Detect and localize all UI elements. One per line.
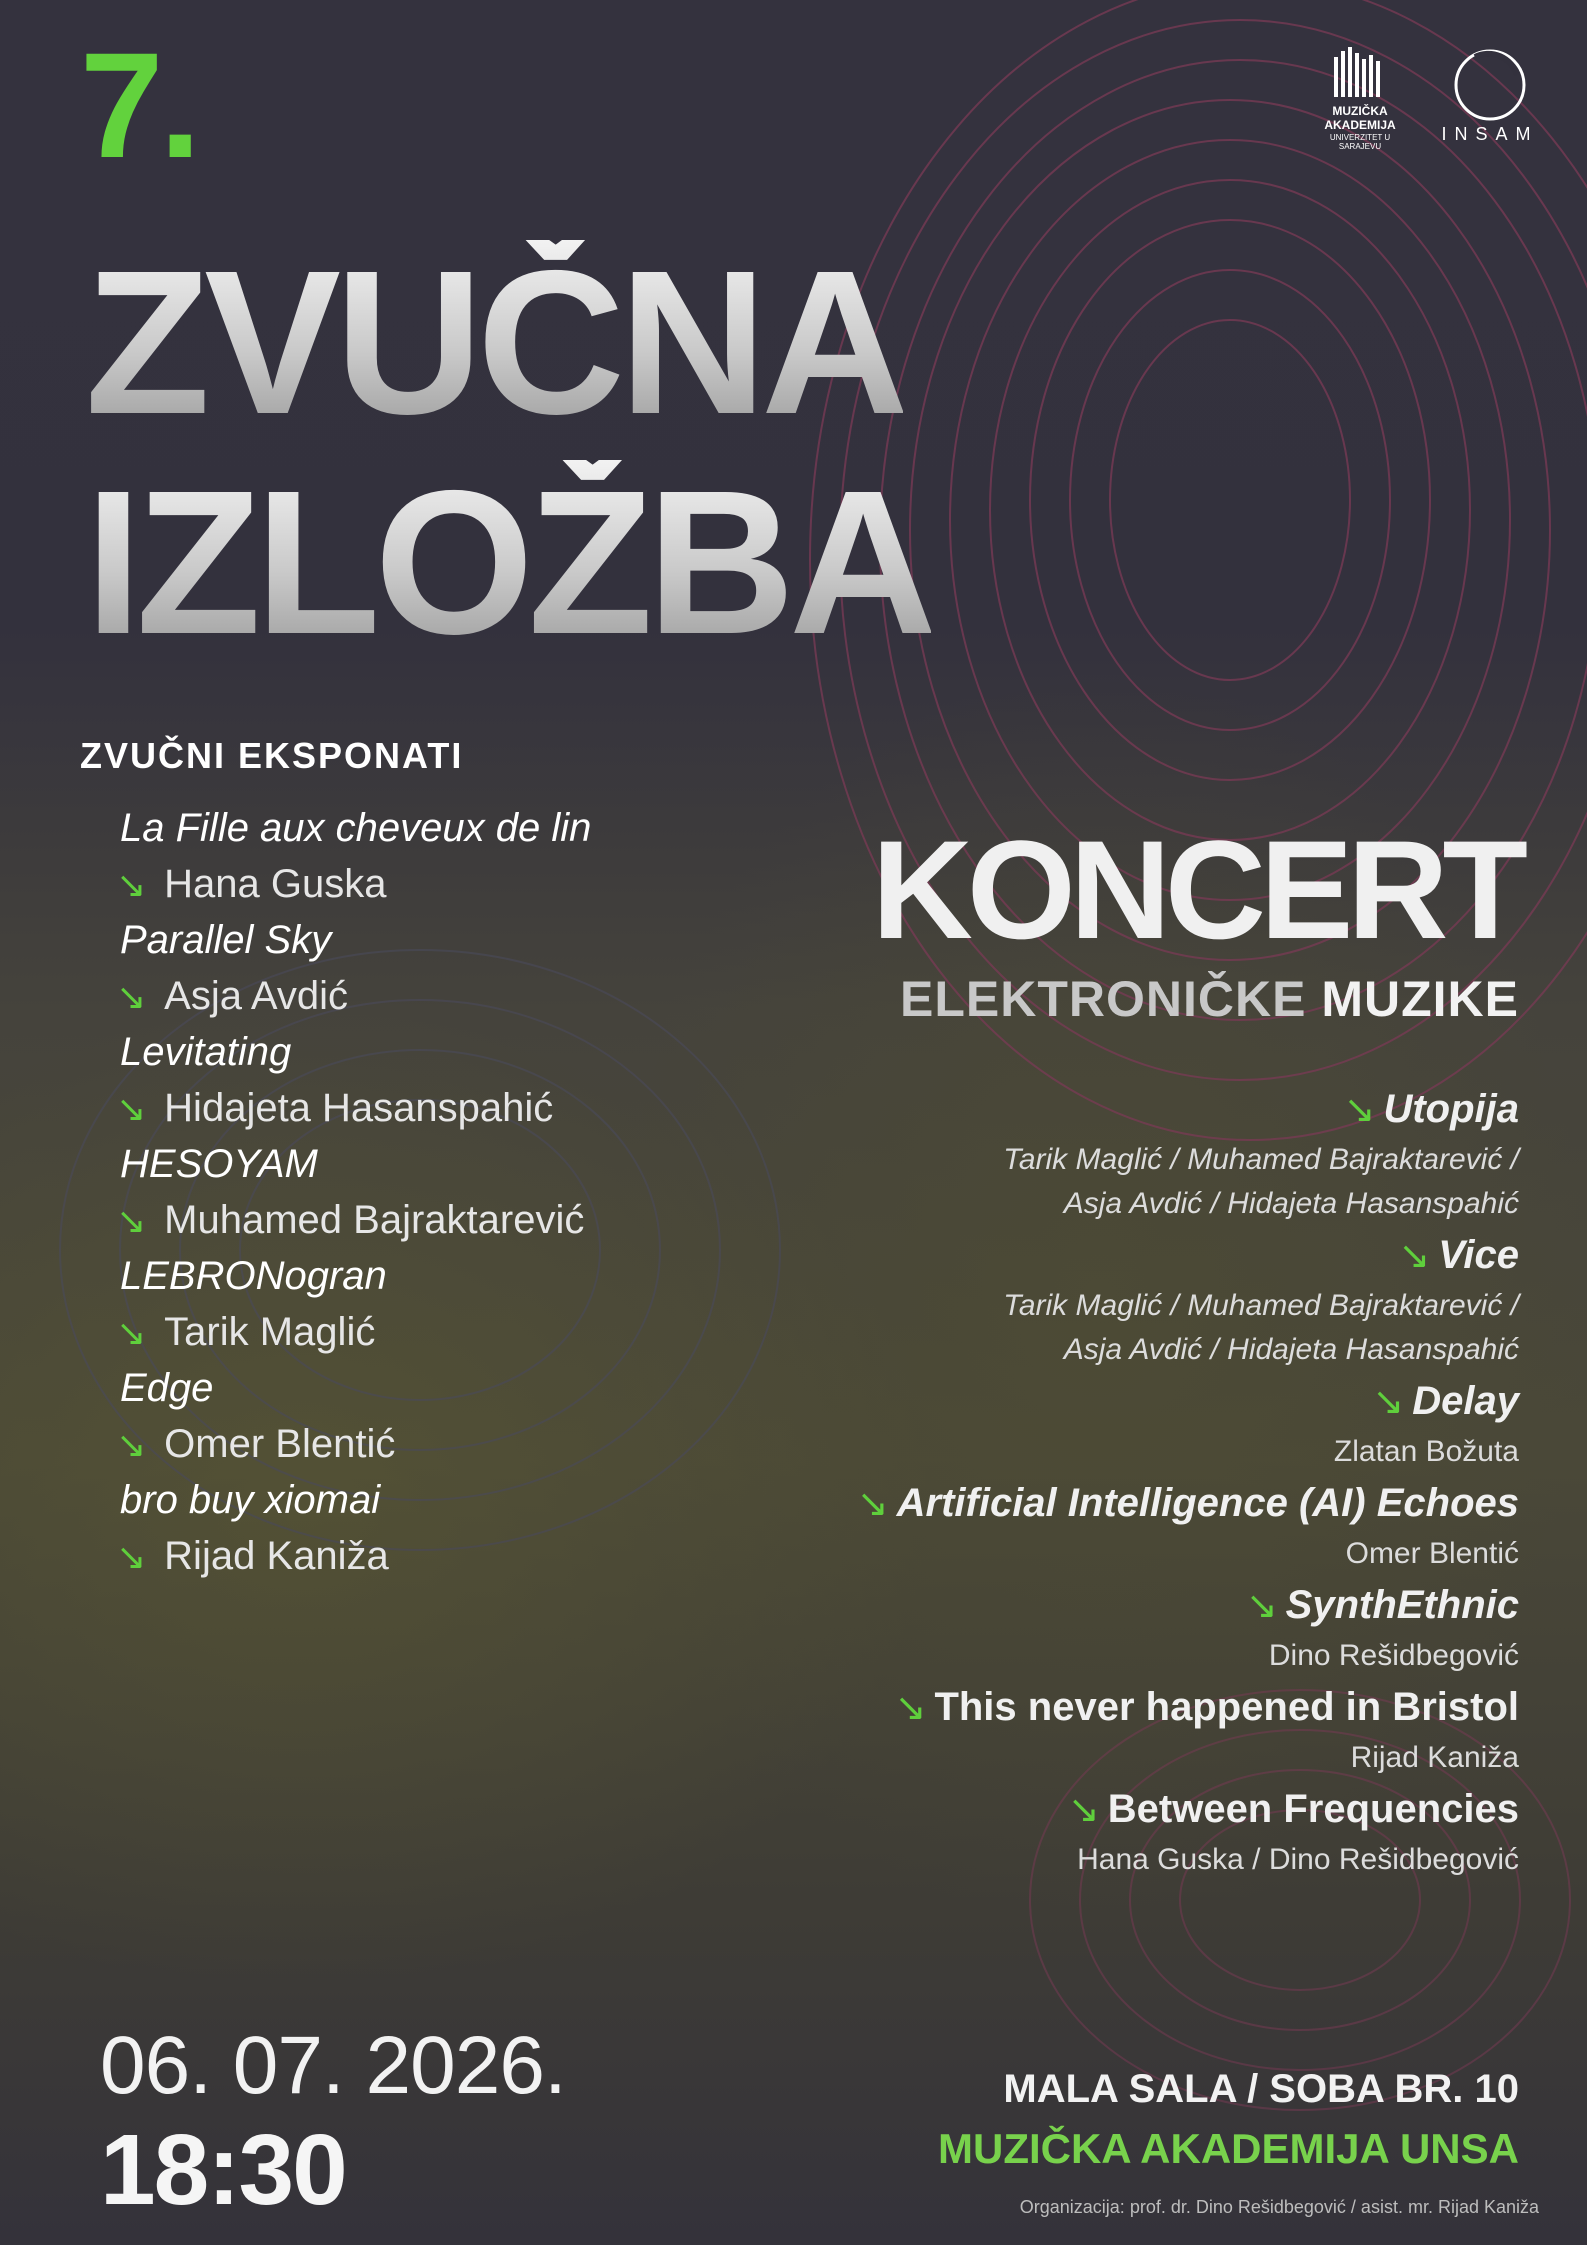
title-line1: ZVUČNA: [85, 228, 904, 457]
concert-performers: Tarik Maglić / Muhamed Bajraktarević /: [1003, 1143, 1519, 1176]
concert-program: [699, 1080, 1519, 1882]
event-time: 18:30: [100, 2114, 346, 2226]
exhibit-author-name: Asja Avdić: [164, 974, 348, 1018]
concert-piece-name: Artificial Intelligence (AI) Echoes: [896, 1481, 1519, 1525]
arrow-icon: ↘: [116, 1537, 147, 1578]
arrow-icon: ↘: [894, 1685, 927, 1729]
exhibit-author: [116, 1192, 760, 1248]
concert-piece-title: [699, 1080, 1519, 1138]
exhibit-author-name: Rijad Kaniža: [164, 1534, 389, 1578]
concert-piece-name: SynthEthnic: [1285, 1583, 1519, 1627]
logos: [1310, 45, 1550, 165]
insam-logo: [1435, 45, 1545, 145]
concert-piece-name: Utopija: [1383, 1087, 1519, 1131]
concert-piece-name: Between Frequencies: [1107, 1787, 1519, 1831]
exhibit-title: Parallel Sky: [120, 918, 332, 962]
concert-piece-name: This never happened in Bristol: [934, 1685, 1519, 1729]
concert-piece-title: [699, 1576, 1519, 1634]
concert-performers: Omer Blentić: [1345, 1537, 1519, 1570]
concert-performers: Tarik Maglić / Muhamed Bajraktarević /: [1003, 1289, 1519, 1322]
organ-pipes-icon: [1310, 45, 1410, 100]
concert-piece-name: Vice: [1438, 1233, 1519, 1277]
concert-heading: KONCERT: [871, 811, 1522, 968]
academy-logo-line2: AKADEMIJA: [1324, 117, 1396, 132]
exhibit-author-name: Hidajeta Hasanspahić: [164, 1086, 554, 1130]
arrow-icon: ↘: [116, 865, 147, 906]
exhibits-heading: ZVUČNI EKSPONATI: [80, 735, 464, 776]
venue-institution: MUZIČKA AKADEMIJA UNSA: [938, 2125, 1519, 2172]
academy-logo-line1: MUZIČKA: [1332, 104, 1388, 118]
concert-performers: Asja Avdić / Hidajeta Hasanspahić: [1063, 1187, 1519, 1220]
exhibit-author-name: Muhamed Bajraktarević: [164, 1198, 585, 1242]
concert-subtitle-part2: MUZIKE: [1321, 971, 1519, 1027]
arrow-icon: ↘: [116, 1425, 147, 1466]
arrow-icon: ↘: [116, 1313, 147, 1354]
exhibit-author: [116, 1304, 760, 1360]
exhibit-author: [116, 1528, 760, 1584]
academy-logo-line3: UNIVERZITET U SARAJEVU: [1329, 132, 1391, 151]
insam-logo-text: INSAM: [1441, 124, 1539, 144]
exhibit-author: [116, 968, 760, 1024]
concert-performers: Zlatan Božuta: [1333, 1435, 1519, 1468]
exhibit-title: HESOYAM: [120, 1142, 318, 1186]
arrow-icon: ↘: [1372, 1379, 1405, 1423]
arrow-icon: ↘: [116, 1089, 147, 1130]
arrow-icon: ↘: [116, 1201, 147, 1242]
concert-piece-title: [699, 1678, 1519, 1736]
concert-piece-title: [699, 1780, 1519, 1838]
concert-piece-title: [699, 1226, 1519, 1284]
exhibit-author-name: Hana Guska: [164, 862, 387, 906]
title-line2: IZLOŽBA: [85, 448, 932, 677]
exhibit-title: Levitating: [120, 1030, 292, 1074]
venue: MALA SALA / SOBA BR. 10: [1003, 2067, 1519, 2111]
arrow-icon: ↘: [1398, 1233, 1431, 1277]
exhibit-title: bro buy xiomai: [120, 1478, 381, 1522]
concert-performers: Hana Guska / Dino Rešidbegović: [1077, 1843, 1519, 1876]
exhibit-author-name: Tarik Maglić: [164, 1310, 376, 1354]
crescent-circle-icon: [1445, 45, 1535, 125]
exhibit-title: LEBRONogran: [120, 1254, 387, 1298]
arrow-icon: ↘: [1343, 1087, 1376, 1131]
exhibit-title: La Fille aux cheveux de lin: [120, 806, 592, 850]
exhibit-list: [116, 800, 760, 1584]
arrow-icon: ↘: [1067, 1787, 1100, 1831]
concert-subtitle: [900, 970, 1519, 1028]
event-date: 06. 07. 2026.: [100, 2020, 566, 2111]
concert-subtitle-part1: ELEKTRONIČKE: [899, 971, 1307, 1027]
arrow-icon: ↘: [856, 1481, 889, 1525]
academy-logo: [1310, 45, 1410, 151]
exhibit-title: Edge: [120, 1366, 214, 1410]
concert-piece-title: [699, 1474, 1519, 1532]
organizers: Organizacija: prof. dr. Dino Rešidbegović / asist. mr. Rijad Kaniža: [1019, 2197, 1539, 2217]
arrow-icon: ↘: [116, 977, 147, 1018]
concert-performers: Rijad Kaniža: [1350, 1741, 1519, 1774]
exhibit-author: [116, 1416, 760, 1472]
edition-number: 7.: [80, 21, 198, 189]
concert-piece-name: Delay: [1412, 1379, 1519, 1423]
exhibit-author: [116, 856, 760, 912]
concert-performers: Dino Rešidbegović: [1268, 1639, 1519, 1672]
concert-performers: Asja Avdić / Hidajeta Hasanspahić: [1063, 1333, 1519, 1366]
arrow-icon: ↘: [1245, 1583, 1278, 1627]
exhibit-author-name: Omer Blentić: [164, 1422, 396, 1466]
exhibit-author: [116, 1080, 760, 1136]
concert-piece-title: [699, 1372, 1519, 1430]
